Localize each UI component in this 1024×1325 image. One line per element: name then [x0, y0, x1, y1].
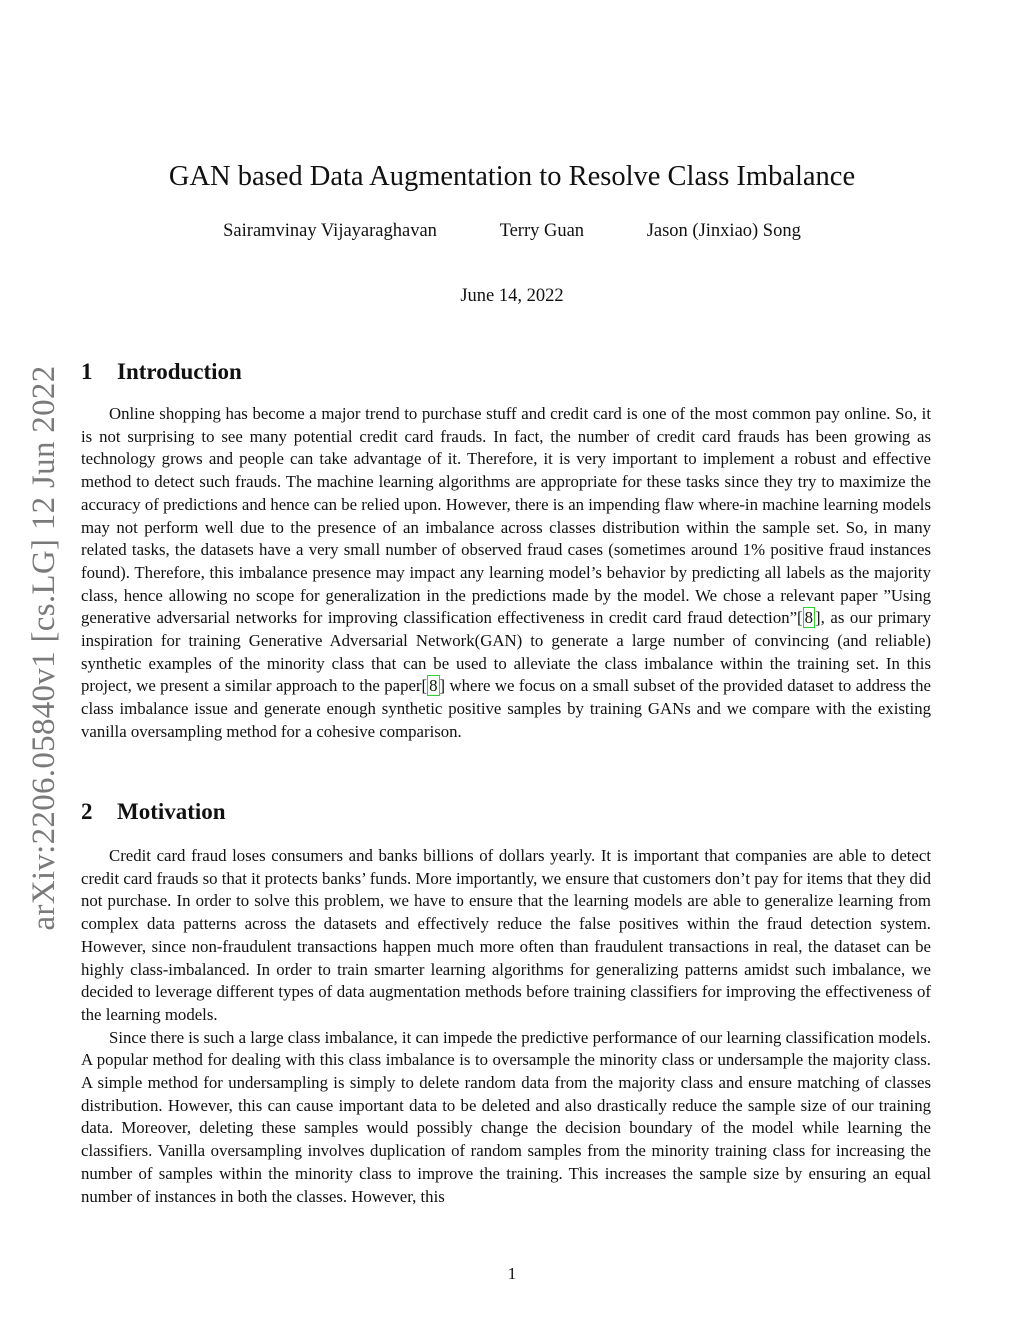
arxiv-identifier: arXiv:2206.05840v1 [cs.LG] 12 Jun 2022 [26, 365, 62, 931]
paragraph: Credit card fraud loses consumers and banks billions of dollars yearly. It is important that companies are able to detect credit card frauds so that it protects banks’ funds. More importantly, we ensure that customers don’t pay for items that they did not purchase. In order to solve this problem, we have to ensure that the learning models are able to generalize learning from complex data patterns across the datasets and effectively reduce the false positives within the fraud detection system. However, since non-fraudulent transactions happen much more often than fraudulent transactions in real, the dataset can be highly class-imbalanced. In order to train smarter learning algorithms for generalizing patterns amidst such imbalance, we decided to leverage different types of data augmentation methods before training classifiers for improving the effectiveness of the learning models. [81, 846, 931, 1024]
paragraph: Since there is such a large class imbalance, it can impede the predictive performance of our learning classification models. A popular method for dealing with this class imbalance is to oversample the minority class or undersample the majority class. A simple method for undersampling is simply to delete random data from the majority class and ensure matching of classes distribution. However, this can cause important data to be deleted and also drastically reduce the sample size of our training data. Moreover, deleting these samples would possibly change the decision boundary of the model while learning the classifiers. Vanilla oversampling involves duplication of random samples from the minority training class for increasing the number of samples within the minority class to improve the training. This increases the sample size by ensuring an equal number of instances in both the classes. However, this [81, 1027, 931, 1206]
paper-title: GAN based Data Augmentation to Resolve Class Imbalance [168, 161, 856, 192]
citation-link[interactable]: 8 [804, 608, 814, 628]
paragraph-text: ], as our primary inspiration for training Generative Adversarial Network(GAN) to generate a large number of convincing (and reliable) synthetic examples of the minority class that can be used to alleviate the class imbalance within the training set. In this project, we present a similar approach to the paper[ [81, 608, 931, 696]
author-name: Jason (Jinxiao) Song [646, 221, 801, 241]
paragraph-text: Online shopping has become a major trend to purchase stuff and credit card is one of the most common pay online. So, it is not surprising to see many potential credit card frauds. In fact, the number of credit card frauds has been growing as technology grows and people can take advantage of it. Therefore, it is very important to implement a robust and effective method to detect such frauds. The machine learning algorithms are appropriate for these tasks since they try to maximize the accuracy of predictions and hence can be relied upon. However, there is an impending flaw where-in machine learning models may not perform well due to the presence of an imbalance across classes distribution within the sample set. So, in many related tasks, the datasets have a very small number of observed fraud cases (sometimes around 1% positive fraud instances found). Therefore, this imbalance presence may impact any learning model’s behavior by predicting all labels as the majority class, hence allowing no scope for generalization in the predictions made by the model. We chose a relevant paper ”Using generative adversarial networks for improving classification effectiveness in credit card fraud detection”[ [81, 404, 931, 628]
page-number: 1 [507, 1264, 517, 1283]
citation-link[interactable]: 8 [429, 676, 438, 696]
author-name: Terry Guan [499, 221, 585, 241]
paragraph [81, 403, 931, 744]
paragraph-text: ] where we focus on a small subset of the provided dataset to address the class imbalance issue and generate enough synthetic positive samples by training GANs and we compare with the existing vanilla oversampling method for a cohesive comparison. [81, 676, 931, 741]
publication-date: June 14, 2022 [460, 286, 564, 306]
section-motivation [81, 797, 931, 1208]
section-introduction [81, 357, 931, 744]
section-heading [81, 797, 931, 827]
author-name: Sairamvinay Vijayaraghavan [223, 221, 437, 241]
section-number: 2 [81, 799, 93, 824]
section-title: Motivation [117, 799, 226, 824]
author-list [0, 218, 1024, 244]
section-number: 1 [81, 359, 93, 384]
section-heading [81, 357, 931, 387]
section-title: Introduction [117, 359, 242, 384]
